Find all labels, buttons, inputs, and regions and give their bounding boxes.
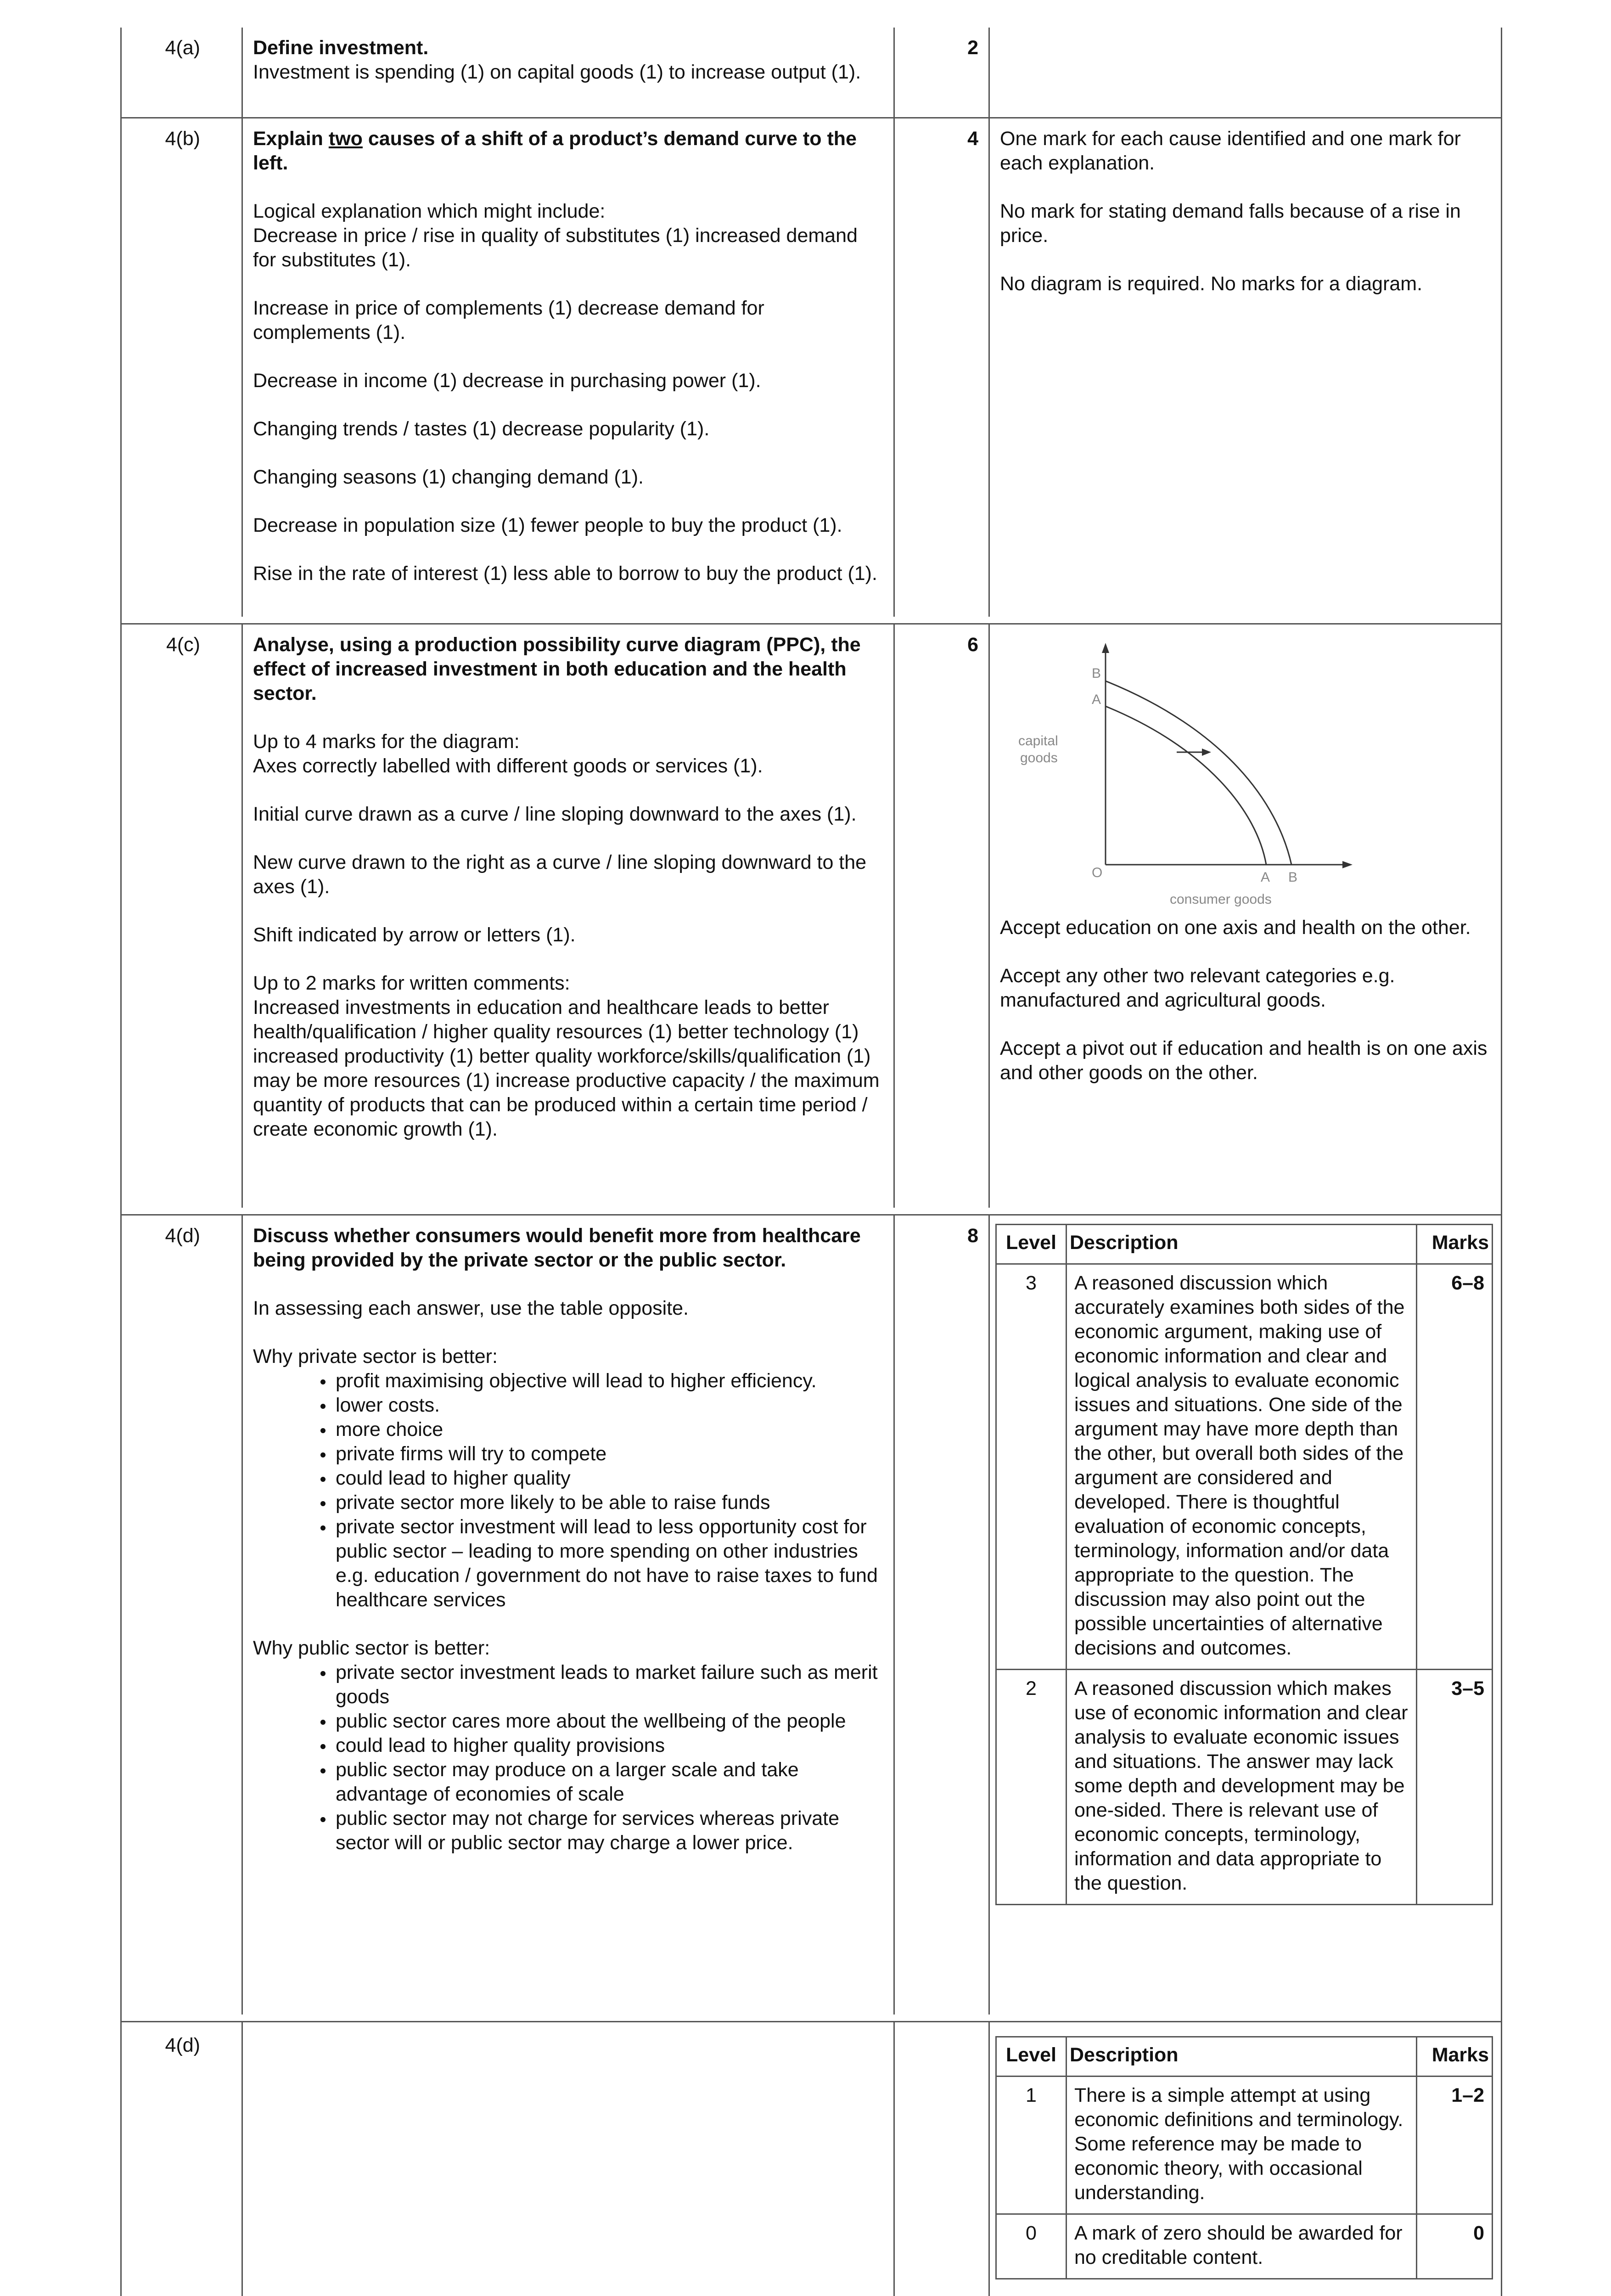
marks-cell: 2 (895, 28, 990, 117)
list-item: • profit maximising objective will lead to higher efficiency. (334, 1369, 883, 1393)
question-number: 4(b) (122, 118, 243, 617)
answer-point: Decrease in population size (1) fewer people to buy the product (1). (253, 514, 842, 536)
public-points-list (253, 1660, 883, 1855)
question-number: 4(d) (122, 1216, 243, 2015)
guidance-note: No mark for stating demand falls because of a rise in price. (1000, 200, 1461, 247)
level-table-header (996, 2037, 1493, 2077)
question-row-4a (122, 28, 1501, 118)
y-point-a: A (1092, 692, 1101, 707)
header-marks: Marks (1417, 2037, 1493, 2077)
question-row-4c (122, 625, 1501, 1208)
guidance-note: Accept a pivot out if education and health is on one axis and other goods on the other. (1000, 1037, 1488, 1084)
guidance-cell (990, 28, 1501, 117)
level-value: 3 (996, 1264, 1067, 1670)
answer-point: Increase in price of complements (1) decrease demand for complements (1). (253, 297, 764, 343)
level-description: A mark of zero should be awarded for no creditable content. (1067, 2214, 1417, 2279)
answer-point: Logical explanation which might include: Decrease in price / rise in quality of substitutes (1) increased demand for substitutes (1). (253, 200, 858, 271)
x-point-a: A (1261, 870, 1270, 885)
initial-ppc-curve (1106, 706, 1266, 865)
x-axis-arrow-icon (1342, 861, 1353, 868)
list-item: • private sector investment leads to market failure such as merit goods (334, 1660, 883, 1709)
level-description: A reasoned discussion which makes use of economic information and clear analysis to evaluate economic issues and situations. The answer may lack some depth and development may be one-sided. There is relevant use of economic concepts, terminology, information and data appropriate to the question. (1067, 1670, 1417, 1905)
question-number: 4(c) (122, 625, 243, 1208)
guidance-cell (990, 1216, 1501, 2015)
level-marks: 6–8 (1417, 1264, 1493, 1670)
header-marks: Marks (1417, 1225, 1493, 1264)
list-item: • more choice (334, 1418, 883, 1442)
guidance-note: Accept any other two relevant categories e.g. manufactured and agricultural goods. (1000, 965, 1395, 1011)
guidance-cell (990, 625, 1501, 1208)
answer-point: Up to 4 marks for the diagram: Axes correctly labelled with different goods or services (1). (253, 731, 763, 777)
guidance-note: No diagram is required. No marks for a diagram. (1000, 273, 1423, 295)
x-axis-label: consumer goods (1170, 892, 1272, 907)
answer-point: Rise in the rate of interest (1) less able to borrow to buy the product (1). (253, 563, 877, 585)
header-level: Level (996, 1225, 1067, 1264)
guidance-note: One mark for each cause identified and one mark for each explanation. (1000, 128, 1461, 174)
guidance-note: Accept education on one axis and health on the other. (1000, 917, 1471, 939)
title-text: causes of a shift of a product’s demand curve to the left. (253, 128, 857, 174)
table-row (996, 2214, 1493, 2279)
answer-intro: In assessing each answer, use the table opposite. (253, 1297, 689, 1319)
answer-cell (243, 28, 895, 117)
row-divider (120, 2015, 1502, 2022)
list-item: • private sector more likely to be able to raise funds (334, 1491, 883, 1515)
origin-label: O (1092, 865, 1103, 880)
shifted-ppc-curve (1106, 681, 1291, 865)
list-item: • private sector investment will lead to less opportunity cost for public sector – leading to more spending on other industries e.g. education / government do not have to raise taxes to fund healthcare services (334, 1515, 883, 1612)
answer-text: Investment is spending (1) on capital goods (1) to increase output (1). (253, 61, 861, 83)
question-title: Discuss whether consumers would benefit more from healthcare being provided by the private sector or the public sector. (253, 1225, 861, 1271)
table-row (996, 2077, 1493, 2214)
header-description: Description (1067, 2037, 1417, 2077)
answer-cell (243, 625, 895, 1208)
question-title: Define investment. (253, 37, 429, 59)
table-row (996, 1670, 1493, 1905)
y-point-b: B (1092, 666, 1101, 681)
question-row-4d-continued (122, 2022, 1501, 2296)
level-value: 1 (996, 2077, 1067, 2214)
y-axis-arrow-icon (1102, 643, 1109, 653)
level-marks: 3–5 (1417, 1670, 1493, 1905)
answer-point: Shift indicated by arrow or letters (1). (253, 924, 576, 946)
question-row-4b (122, 118, 1501, 617)
row-divider (120, 617, 1502, 625)
y-axis-label: capital (1018, 733, 1058, 748)
marks-cell: 4 (895, 118, 990, 617)
public-heading: Why public sector is better: (253, 1637, 490, 1659)
guidance-cell (990, 2022, 1501, 2296)
list-item: • public sector cares more about the wellbeing of the people (334, 1709, 883, 1733)
ppc-diagram (1009, 637, 1358, 908)
level-table-header (996, 1225, 1493, 1264)
marks-cell: 6 (895, 625, 990, 1208)
answer-point: Decrease in income (1) decrease in purchasing power (1). (253, 370, 761, 392)
answer-point: Changing trends / tastes (1) decrease popularity (1). (253, 418, 710, 440)
private-points-list (253, 1369, 883, 1612)
answer-cell (243, 2022, 895, 2296)
level-marks: 1–2 (1417, 2077, 1493, 2214)
level-value: 0 (996, 2214, 1067, 2279)
list-item: • could lead to higher quality provisions (334, 1733, 883, 1758)
list-item: • lower costs. (334, 1393, 883, 1418)
question-title: Analyse, using a production possibility curve diagram (PPC), the effect of increased investment in both education and the health sector. (253, 634, 861, 704)
list-item: • private firms will try to compete (334, 1442, 883, 1466)
answer-point: Changing seasons (1) changing demand (1). (253, 466, 644, 488)
answer-point: Initial curve drawn as a curve / line sloping downward to the axes (1). (253, 803, 857, 825)
marks-cell: 8 (895, 1216, 990, 2015)
level-description: There is a simple attempt at using economic definitions and terminology. Some reference may be made to economic theory, with occasional understanding. (1067, 2077, 1417, 2214)
guidance-cell (990, 118, 1501, 617)
mark-scheme-grid (120, 28, 1502, 2296)
answer-cell (243, 118, 895, 617)
private-heading: Why private sector is better: (253, 1345, 498, 1367)
level-description: A reasoned discussion which accurately examines both sides of the economic argument, making use of economic information and clear and logical analysis to evaluate economic issues and situations. One side of the argument may have more depth than the other, but overall both sides of the argument are considered and developed. There is thoughtful evaluation of economic concepts, terminology, information and/or data appropriate to the question. The discussion may also point out the possible uncertainties of alternative decisions and outcomes. (1067, 1264, 1417, 1670)
header-level: Level (996, 2037, 1067, 2077)
row-divider (120, 1208, 1502, 1216)
question-title (253, 127, 883, 175)
answer-point: Up to 2 marks for written comments: Increased investments in education and healthcare leads to better health/qualification / higher quality resources (1) better technology (1) increased productivity (1) better quality workforce/skills/qualification (1) may be more resources (1) increase productive capacity / the maximum quantity of products that can be produced within a certain time period / create economic growth (1). (253, 972, 880, 1140)
level-value: 2 (996, 1670, 1067, 1905)
table-row (996, 1264, 1493, 1670)
answer-point: New curve drawn to the right as a curve / line sloping downward to the axes (1). (253, 851, 867, 898)
title-text: Explain (253, 128, 329, 150)
x-point-b: B (1288, 870, 1298, 885)
level-marks: 0 (1417, 2214, 1493, 2279)
level-table (995, 1224, 1493, 1905)
list-item: • public sector may not charge for services whereas private sector will or public sector may charge a lower price. (334, 1806, 883, 1855)
title-emphasis: two (328, 128, 363, 150)
marks-cell (895, 2022, 990, 2296)
list-item: • public sector may produce on a larger scale and take advantage of economies of scale (334, 1758, 883, 1806)
level-table (995, 2036, 1493, 2279)
y-axis-label: goods (1020, 750, 1058, 765)
list-item: • could lead to higher quality (334, 1466, 883, 1491)
answer-cell (243, 1216, 895, 2015)
shift-arrow-icon (1202, 748, 1211, 756)
question-number: 4(d) (122, 2022, 243, 2296)
header-description: Description (1067, 1225, 1417, 1264)
question-number: 4(a) (122, 28, 243, 117)
question-row-4d (122, 1216, 1501, 2015)
